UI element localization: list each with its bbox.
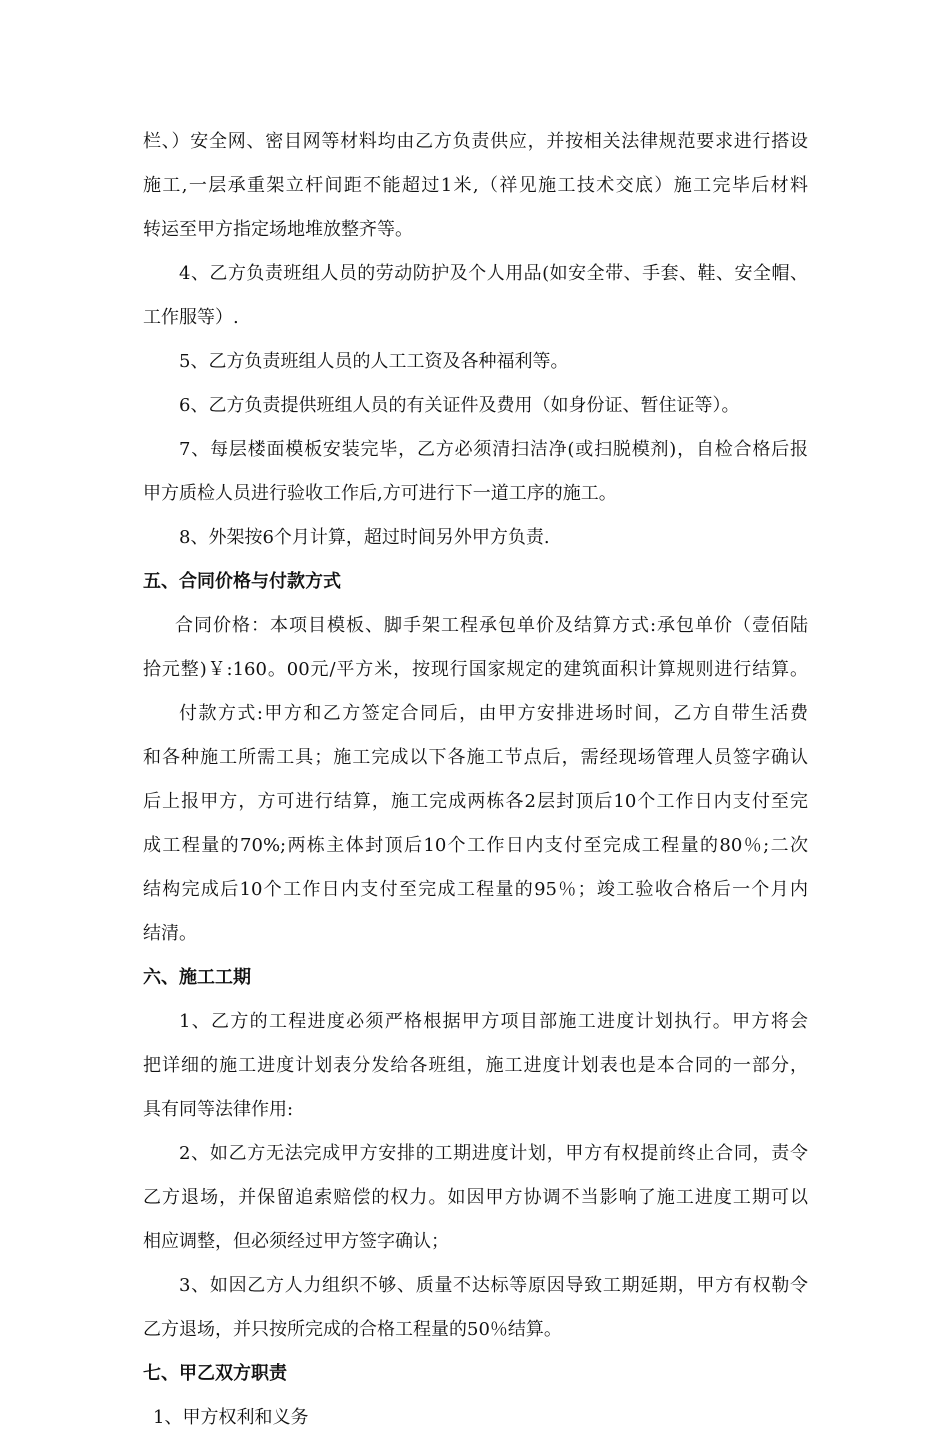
paragraph-line: 工作服等）. <box>143 307 239 328</box>
section-heading: 六、施工工期 <box>143 967 251 988</box>
section-heading: 七、甲乙双方职责 <box>143 1363 287 1384</box>
paragraph-line: 6、乙方负责提供班组人员的有关证件及费用（如身份证、暂住证等）。 <box>179 395 740 416</box>
paragraph-line: 2、如乙方无法完成甲方安排的工期进度计划，甲方有权提前终止合同，责令 <box>179 1143 808 1164</box>
paragraph-line: 转运至甲方指定场地堆放整齐等。 <box>143 219 413 240</box>
paragraph-line: 相应调整，但必须经过甲方签字确认； <box>143 1231 449 1252</box>
paragraph-line: 拾元整)￥:160。00元/平方米，按现行国家规定的建筑面积计算规则进行结算。 <box>143 659 808 680</box>
paragraph-line: 3、如因乙方人力组织不够、质量不达标等原因导致工期延期，甲方有权勒令 <box>179 1275 808 1296</box>
paragraph-line: 把详细的施工进度计划表分发给各班组，施工进度计划表也是本合同的一部分， <box>143 1055 808 1076</box>
document-body <box>143 120 808 1440</box>
paragraph-line: 合同价格：本项目模板、脚手架工程承包单价及结算方式:承包单价（壹佰陆 <box>175 615 808 636</box>
paragraph-line: 1、乙方的工程进度必须严格根据甲方项目部施工进度计划执行。甲方将会 <box>179 1011 808 1032</box>
paragraph-line: 5、乙方负责班组人员的人工工资及各种福利等。 <box>179 351 569 372</box>
paragraph-line: 7、每层楼面模板安装完毕，乙方必须清扫洁净(或扫脱模剂)，自检合格后报 <box>179 439 808 460</box>
paragraph-line: 结构完成后10个工作日内支付至完成工程量的95％；竣工验收合格后一个月内 <box>143 879 808 900</box>
paragraph-line: 1、甲方权利和义务 <box>153 1407 309 1428</box>
paragraph-line: 和各种施工所需工具；施工完成以下各施工节点后，需经现场管理人员签字确认 <box>143 747 808 768</box>
paragraph-line: 8、外架按6个月计算，超过时间另外甲方负责. <box>179 527 550 548</box>
paragraph-line: 具有同等法律作用: <box>143 1099 294 1120</box>
paragraph-line: 后上报甲方，方可进行结算，施工完成两栋各2层封顶后10个工作日内支付至完 <box>143 791 808 812</box>
section-heading: 五、合同价格与付款方式 <box>143 571 341 592</box>
paragraph-line: 结清。 <box>143 923 197 944</box>
paragraph-line: 成工程量的70%;两栋主体封顶后10个工作日内支付至完成工程量的80％;二次 <box>143 835 808 856</box>
paragraph-line: 乙方退场，并只按所完成的合格工程量的50％结算。 <box>143 1319 562 1340</box>
paragraph-line: 施工,一层承重架立杆间距不能超过1米,（祥见施工技术交底）施工完毕后材料 <box>143 175 808 196</box>
paragraph-line: 甲方质检人员进行验收工作后,方可进行下一道工序的施工。 <box>143 483 617 504</box>
paragraph-line: 栏、）安全网、密目网等材料均由乙方负责供应，并按相关法律规范要求进行搭设 <box>143 131 808 152</box>
paragraph-line: 乙方退场，并保留追索赔偿的权力。如因甲方协调不当影响了施工进度工期可以 <box>143 1187 808 1208</box>
paragraph-line: 4、乙方负责班组人员的劳动防护及个人用品(如安全带、手套、鞋、安全帽、 <box>179 263 808 284</box>
paragraph-line: 付款方式:甲方和乙方签定合同后，由甲方安排进场时间，乙方自带生活费 <box>179 703 808 724</box>
